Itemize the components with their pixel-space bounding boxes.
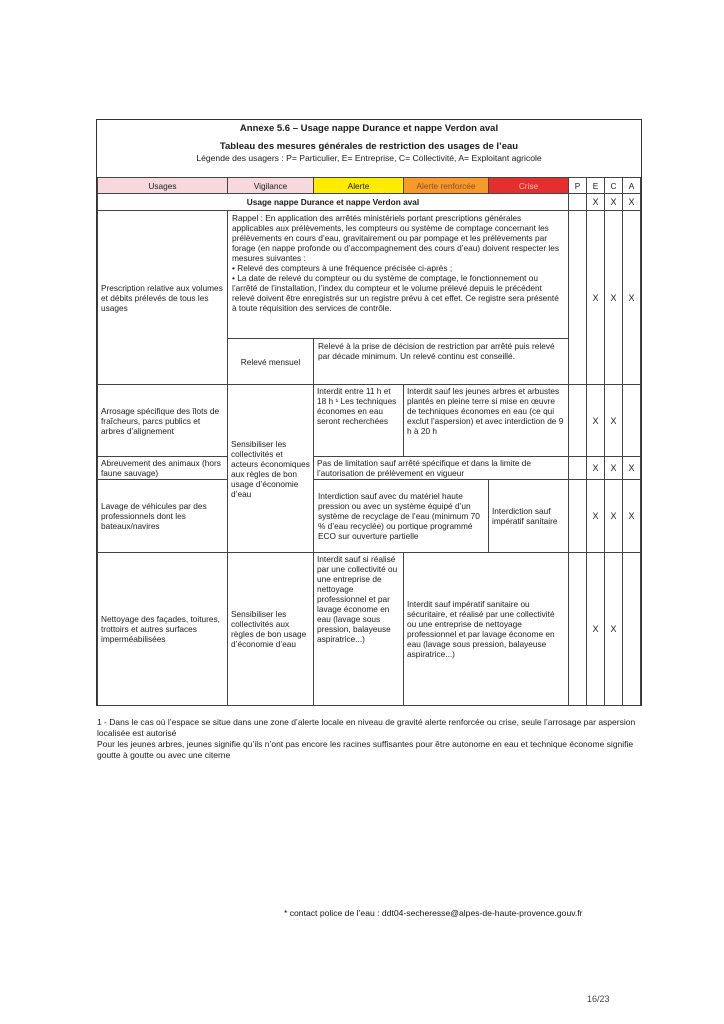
abreuvement-mark-e: X <box>587 457 605 480</box>
nettoyage-mark-p <box>569 553 587 706</box>
abreuvement-mark-c: X <box>605 457 623 480</box>
lavage-mark-a: X <box>623 480 641 553</box>
rappel-text: Rappel : En application des arrêtés ministériels portant prescriptions générales applicables aux prélèvements, les compteurs ou système de comptage concernant les prélèvements en cours d’eau, gravitairement ou par pompage et les prélèvements par forage (en nappe profonde ou d’accompagnement des cours d’eau) doivent respecter les mesures suivantes : <box>232 213 560 263</box>
abreuvement-mark-a: X <box>623 457 641 480</box>
nettoyage-alerte: Interdit sauf si réalisé par une collectivité ou une entreprise de nettoyage professionnel et par lavage économe en eau (lavage sous pression, balayeuse aspiratrice...) <box>314 553 404 706</box>
rappel-cell <box>228 211 569 339</box>
usage-lavage: Lavage de véhicules par des professionnels dont les bateaux/navires <box>97 480 228 553</box>
footnote-1: 1 - Dans le cas où l’espace se situe dans une zone d’alerte locale en niveau de gravité alerte renforcée ou crise, seule l’arrosage par aspersion localisée est autorisé <box>97 717 636 738</box>
nettoyage-mark-c: X <box>605 553 623 706</box>
prescription-mark-e: X <box>587 211 605 385</box>
nettoyage-mark-a <box>623 553 641 706</box>
lavage-crise: Interdiction sauf impératif sanitaire <box>489 480 569 553</box>
restriction-table-frame <box>96 119 642 706</box>
releve-mensuel: Relevé mensuel <box>228 339 314 385</box>
usage-abreuvement: Abreuvement des animaux (hors faune sauvage) <box>97 457 228 480</box>
prescription-mark-p <box>569 211 587 385</box>
abreuvement-mark-p <box>569 457 587 480</box>
rappel-bullet-1: • Relevé des compteurs à une fréquence précisée ci-après ; <box>232 263 453 273</box>
header-crise: Crise <box>489 177 569 194</box>
nettoyage-renforcee-crise: Interdit sauf impératif sanitaire ou sécuritaire, et réalisé par une collectivité ou une entreprise de nettoyage professionnel et par lavage économe en eau (lavage sous pression, balayeuse aspiratrice...) <box>404 553 569 706</box>
section-mark-e: X <box>587 194 605 211</box>
header-a: A <box>623 177 641 194</box>
arrosage-mark-p <box>569 385 587 457</box>
lavage-alerte-renforcee: Interdiction sauf avec du matériel haute pression ou avec un système équipé d’un système de recyclage de l’eau (minimum 70 % d’eau recyclée) ou portique programmé ECO sur ouverture partielle <box>314 480 489 553</box>
arrosage-mark-a <box>623 385 641 457</box>
section-mark-p <box>569 194 587 211</box>
header-vigilance: Vigilance <box>228 177 314 194</box>
header-alerte-renforcee: Alerte renforcée <box>404 177 489 194</box>
section-mark-a: X <box>623 194 641 211</box>
nettoyage-vigilance: Sensibiliser les collectivités aux règles de bon usage d’économie d’eau <box>228 553 314 706</box>
header-p: P <box>569 177 587 194</box>
arrosage-mark-e: X <box>587 385 605 457</box>
restriction-table <box>97 177 641 706</box>
usage-arrosage: Arrosage spécifique des îlots de fraîcheurs, parcs publics et arbres d’alignement <box>97 385 228 457</box>
users-legend: Légende des usagers : P= Particulier, E= Entreprise, C= Collectivité, A= Exploitant agricole <box>196 153 542 163</box>
page-number: 16/23 <box>587 994 610 1004</box>
table-title: Tableau des mesures générales de restriction des usages de l’eau <box>219 141 519 152</box>
section-mark-c: X <box>605 194 623 211</box>
usage-nettoyage: Nettoyage des façades, toitures, trottoirs et autres surfaces imperméabilisées <box>97 553 228 706</box>
prescription-mark-a: X <box>623 211 641 385</box>
lavage-mark-e: X <box>587 480 605 553</box>
arrosage-renforcee-crise: Interdit sauf les jeunes arbres et arbustes plantés en pleine terre si mise en œuvre de techniques économes en eau (ce qui exclut l’aspersion) et avec interdiction de 9 h à 20 h <box>404 385 569 457</box>
header-usages: Usages <box>97 177 228 194</box>
header-alerte: Alerte <box>314 177 404 194</box>
prescription-mark-c: X <box>605 211 623 385</box>
abreuvement-text: Pas de limitation sauf arrêté spécifique et dans la limite de l’autorisation de prélèvement en vigueur <box>314 457 569 480</box>
arrosage-mark-c: X <box>605 385 623 457</box>
rappel-bullet-2: • La date de relevé du compteur ou du système de comptage, le fonctionnement ou l’arrêté de l’installation, l’index du compteur et le volume prélevé depuis le précédent relevé doivent être enregistrés sur un registre prévu à cet effet. Ce registre sera présenté à toute réquisition des services de contrôle. <box>232 273 559 313</box>
section-title: Usage nappe Durance et nappe Verdon aval <box>97 194 569 211</box>
nettoyage-mark-e: X <box>587 553 605 706</box>
lavage-mark-p <box>569 480 587 553</box>
arrosage-alerte: Interdit entre 11 h et 18 h ¹ Les techniques économes en eau seront recherchées <box>314 385 404 457</box>
annex-title: Annexe 5.6 – Usage nappe Durance et nappe Verdon aval <box>239 123 499 134</box>
usage-prescription: Prescription relative aux volumes et débits prélevés de tous les usages <box>97 211 228 385</box>
contact-line: * contact police de l’eau : ddt04-secheresse@alpes-de-haute-provence.gouv.fr <box>284 908 583 918</box>
header-e: E <box>587 177 605 194</box>
lavage-mark-c: X <box>605 480 623 553</box>
vigilance-sensibiliser: Sensibiliser les collectivités et acteurs économiques aux règles de bon usage d’économie d’eau <box>228 385 314 553</box>
releve-text: Relevé à la prise de décision de restriction par arrêté puis relevé par décade minimum. Un relevé continu est conseillé. <box>314 339 569 385</box>
header-c: C <box>605 177 623 194</box>
footnote-2: Pour les jeunes arbres, jeunes signifie qu’ils n’ont pas encore les racines suffisantes pour être autonome en eau et technique économe signifie goutte à goutte ou avec une citerne <box>97 739 634 760</box>
